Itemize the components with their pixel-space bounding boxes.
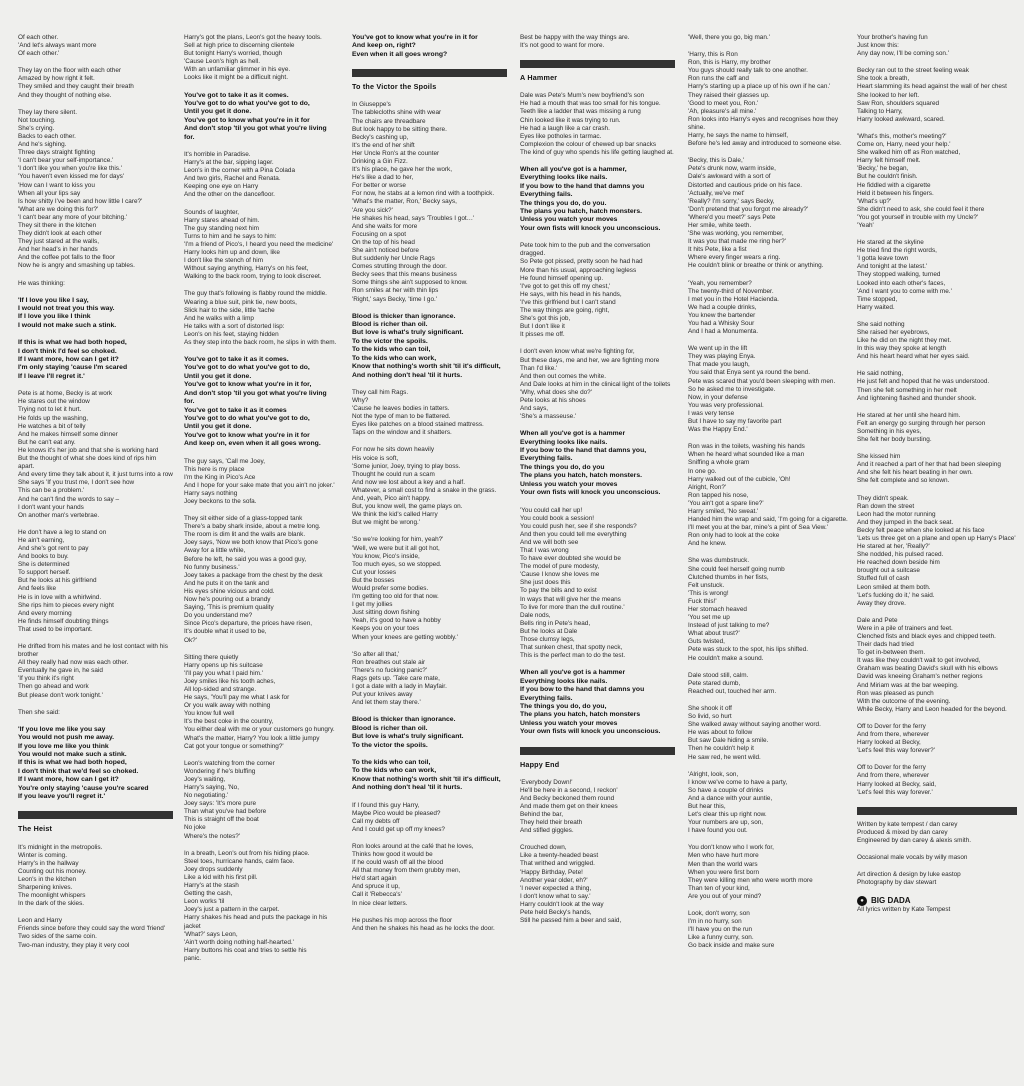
verse: If I found this guy Harry, Maybe Pico would be pleased? Call my debts off And I could get up off my knees? <box>352 801 445 833</box>
verse: They call him Rags. Why? 'Cause he leaves bodies in tatters. Not the type of man to be flattered. Eyes like patches on a blood stained mattress. Taps on the window and it shatters. <box>352 388 484 437</box>
chorus-verse: Blood is thicker than ignorance. Blood is richer than oil. But love is what's truly significant. To the victor the spoils. <box>352 716 464 749</box>
chorus-verse: You've got to know what you're in it for And keep on, right? Even when it all goes wrong? <box>352 34 478 58</box>
big-dada-logo-icon: ● <box>857 896 867 906</box>
lyrics-column-5 <box>688 34 848 959</box>
section-divider-bar <box>520 747 675 755</box>
verse: 'Harry, this is Ron Ron, this is Harry, my brother You guys should really talk to one another. Ron runs the caff and Harry's starting up a place up of his own if he can.' They raised their glasses up. 'Good to meet you, Ron.' 'Ah, pleasure's all mine.' Ron looks into Harry's eyes and recognises how they shine. Harry, he says the name to himself, Before he's led away and introduced to someone else. <box>688 51 842 148</box>
section-divider-bar <box>18 811 173 819</box>
verse: Off to Dover for the ferry And from there, wherever Harry looked at Becky, 'Let's feel this way forever?' <box>857 722 935 755</box>
verse: In a breath, Leon's out from his hiding place. Steel toes, hurricane hands, calm face. Joey drops suddenly Like a kid with his first pill. Harry's at the stash Getting the cash, Leon works 'til Joey's just a pattern in the carpet. Harry shakes his head and puts the package in his jacket 'What?' says Leon, 'Ain't worth doing nothing half-hearted.' Harry buttons his coat and tries to settle his panic. <box>184 849 328 962</box>
verse: Crouched down, Like a twenty-headed beast That writhed and wriggled. 'Happy Birthday, Pete! Another year older, eh?' 'I never expected a thing, I don't know what to say.' Harry couldn't look at the way Pete held Becky's hands, Still he passed him a beer and said, <box>520 844 622 925</box>
verse: It's horrible in Paradise. Harry's at the bar, sipping lager. Leon's in the corner with a Pina Colada And two girls, Rachel and Renata. Keeping one eye on Harry And the other on the dancefloor. <box>184 151 295 199</box>
lyrics-column-3 <box>352 34 507 942</box>
chorus-verse: 'If I love you like I say, I would not treat you this way. If I love you like I think I would not make such a stink. <box>18 296 117 329</box>
verse: It's midnight in the metropolis. Winter is coming. Harry's in the hallway Counting out his money. Leon's in the kitchen Sharpening knives. The moonlight whispers In the dark of the skies. <box>18 843 103 908</box>
verse: Sounds of laughter, Harry stares ahead of him. The guy standing next him Turns to him and he says to him: 'I'm a friend of Pico's, I heard you need the medicine' Harry looks him up and down, like I don't like the stench of him Without saying anything, Harry's on his feet, Walking to the back room, trying to look discreet. <box>184 208 334 281</box>
verse: He don't have a leg to stand on He ain't earning, And she's got rent to pay And books to buy. She is determined To support herself. But he looks at his girlfriend And feels like He is in love with a whirlwind. She rips him to pieces every night And every morning He finds himself doubting things That used to be important. <box>18 528 114 633</box>
verse: The guy that's following is flabby round the middle. Wearing a blue suit, pink tie, new boots, Slick hair to the side, little 'tache And he walks with a limp He talks with a sort of distorted lisp: Leon's on his feet, staying hidden As they step into the back room, he slips in with them. <box>184 290 337 346</box>
verse: We went up in the lift They was playing Enya. That made you laugh, You said that Enya sent ya round the bend. Pete was scared that you'd been sleeping with men. So he asked me to investigate. Now, in your defense You was very professional. I was very tense But I have to say my favorite part Was the Happy End.' <box>688 345 836 434</box>
verse: Dale and Pete Were in a pile of trainers and feet. Clenched fists and black eyes and chipped teeth. Their dads had tried To get in-between them. It was like they couldn't wait to get involved, Graham was beating David's skull with his elbows David was kneeing Graham's nether regions And Miriam was at the bar weeping. Ron was pleased as punch With the outcome of the evening. While Becky, Harry and Leon headed for the beyond. <box>857 616 1007 713</box>
lyrics-column-6 <box>857 34 1017 923</box>
verse: Sitting there quietly Harry opens up his suitcase 'I'll pay you what I paid him.' Joey smiles like his tooth aches, All lop-sided and strange. He says, 'You'll pay me what I ask for Or you walk away with nothing You know full well It's the best coke in the country, You either deal with me or your customers go hungry. What's the matter, Harry? You look a little jumpy Cat got your tongue or something?' <box>184 653 335 750</box>
verse: I don't even know what we're fighting for, But these days, me and her, we are fighting more Than I'd like.' And then out comes the white. And Dale looks at him in the clinical light of the toilets 'Why, what does she do?' Pete looks at his shoes And says, 'She's a masseuse.' <box>520 348 671 421</box>
song-title: To the Victor the Spoils <box>352 82 437 92</box>
verse: 'You could call her up! You could book a session! You could push her, see if she responds? And then you could tell me everything And we will both see That I was wrong To have ever doubted she would be The model of pure modesty, 'Cause I know she loves me She just does this To pay the bills and to exist In ways that will give her the means To live for more than the dull routine.' Dale nods, Bells ring in Pete's head, But he looks at Dale Those clumsy legs, That sunken chest, that spotty neck, This is the perfect man to do the test. <box>520 506 637 660</box>
verse: She was dumbstruck. She could feel herself going numb Clutched thumbs in her fists, Felt unstuck. 'This is wrong! Fuck this!' Her stomach heaved 'You set me up Instead of just talking to me? What about trust?' Guts twisted, Pete was stuck to the spot, his lips shifted. He couldn't make a sound. <box>688 557 809 662</box>
verse: 'Alright, look, son, I know we've come to have a party, So have a couple of drinks And a dance with your auntie, But hear this, Let's clear this up right now. Your numbers are up, son, I have found you out. <box>688 770 788 835</box>
chorus-verse: You've got to take it as it comes. You've got to do what you've got to do, Until you get it done. You've got to know what you're in it for And don't stop 'til you got what you're living for. <box>184 91 327 141</box>
verse: He drifted from his mates and he lost contact with his brother All they really had now was each other. Eventually he gave in, he said 'If you think it's right Then go ahead and work But please don't work tonight.' <box>18 643 168 699</box>
verse: She kissed him And it reached a part of her that had been sleeping And she felt his heart beating in her own. She felt complete and so known. <box>857 453 1001 485</box>
verse: He stared at her until she heard him. Felt an energy go surging through her person Something in his eyes, She felt her body bursting. <box>857 411 986 444</box>
song-title: The Heist <box>18 824 53 834</box>
song-title: Happy End <box>520 759 560 769</box>
verse: They lay on the floor with each other Amazed by how right it felt. They smiled and they caught their breath And they thought of nothing else. <box>18 67 134 99</box>
verse: Best be happy with the way things are. It's not good to want for more. <box>520 34 630 50</box>
chorus-verse: When all you've got is a hammer Everything looks like nails. If you bow to the hand that damns you, Everything fails. The things you do, do you The plans you hatch, hatch monsters. Unless you watch your moves Your own fists will knock you unconscious. <box>520 430 661 497</box>
verse: Pete took him to the pub and the conversation dragged. So Pete got pissed, pretty soon he had had More than his usual, approaching legless He found himself opening up. 'I've got to get this off my chest,' He says, with his head in his hands, 'I've this girlfriend but I can't stand The way things are going, right, She's got this job, But I don't like it It pisses me off. <box>520 242 651 339</box>
section-divider-bar <box>352 69 507 77</box>
chorus-verse: When all you've got is a hammer, Everything looks like nails. If you bow to the hand that damns you Everything fails. The things you do, do you. The plans you hatch, hatch monsters. Unless you watch your moves Your own fists will knock you unconscious. <box>520 166 661 232</box>
chorus-verse: Blood is thicker than ignorance. Blood is richer than oil. But love is what's truly significant. To the victor the spoils. To the kids who can toil, To the kids who can work, Know that nothing's worth shit 'til it's difficult, And nothing don't heal 'til it hurts. <box>352 312 501 379</box>
verse: Ron was in the toilets, washing his hands When he heard what sounded like a man Sniffing a whole gram In one go. Harry walked out of the cubicle, 'Oh! Alright, Ron?' Ron tapped his nose, 'You ain't got a spare line?' Harry smiled, 'No sweat.' Handed him the wrap and said, 'I'm going for a cigarette. I'll meet you at the bar, mine's a pint of Sea View.' Ron only had to look at the coke And he knew. <box>688 443 848 548</box>
verse: Ron looks around at the café that he loves, Thinks how good it would be If he could wash off all the blood All that money from them grubby men, He'd start again And spruce it up, Call it 'Rebecca's' In nice clear letters. <box>352 842 474 907</box>
verse: 'Yeah, you remember? The twenty-third of November. I met you in the Hotel Hacienda. We had a couple drinks, You knew the bartender You had a Whisky Sour And I had a Monumenta. <box>688 279 779 336</box>
lyrics-column-1 <box>18 34 173 959</box>
verse: They lay there silent. Not touching. She's crying. Backs to each other. And he's sighing. Three days straight fighting 'I can't bear your self-importance.' 'I don't like you when you're like this.' 'You haven't even kissed me for days' 'How can I want to kiss you When all your lips say Is how shitty I've been and how little I care?' 'What are we doing this for?' 'I can't bear any more of your bitching.' They sit there in the kitchen They didn't look at each other They just stared at the walls, And her head's in her hands And the coffee pot falls to the floor Now he is angry and smashing up tables. <box>18 108 143 270</box>
verse: 'What's this, mother's meeting?' Come on, Harry, need your help.' She walked him off as Ron watched, Harry felt himself melt. 'Becky,' he began, But he couldn't finish. He fiddled with a cigarette Held it between his fingers. 'What's up?' She didn't need to ask, she could feel it there 'You got yourself in trouble with my Uncle?' 'Yeah' <box>857 132 985 229</box>
verse: You don't know who I work for, Men who have hurt more Men than the world wars When you were first born They were killing men who were worth more Than ten of your kind, Are you out of your mind? <box>688 844 813 900</box>
verse: Harry's got the plans, Leon's got the heavy tools. Sell at high price to discerning clientele But tonight Harry's worried, though 'Cause Leon's high as hell. With an unfamiliar glimmer in his eye. Looks like it might be a difficult night. <box>184 34 322 82</box>
section-divider-bar <box>520 60 675 68</box>
chorus-verse: To the kids who can toil, To the kids who can work, Know that nothing's worth shit 'til it's difficult, And nothing don't heal 'til it hurts. <box>352 758 501 792</box>
lyrics-column-2 <box>184 34 339 972</box>
chorus-verse: You've got to take it as it comes. You've got to do what you've got to do, Until you get it done. You've got to know what you're in it for, And don't stop 'til you got what you're living for. You've got to take it as it comes You've got to do what you've got to do, Until you get it done. You've got to know what you're in it for And keep on, even when it all goes wrong. <box>184 356 327 448</box>
section-divider-bar <box>857 807 1017 815</box>
verse: Occasional male vocals by willy mason <box>857 853 968 861</box>
song-title: A Hammer <box>520 73 558 83</box>
label-logo <box>857 896 1017 906</box>
chorus-verse: When all you've got is a hammer Everything looks like nails. If you bow to the hand that damns you Everything fails. The things you do, do you, The plans you hatch, hatch monsters Unless you watch your moves Your own fists will knock you unconscious. <box>520 669 661 736</box>
verse: He stared at the skyline He tried find the right words, 'I gotta leave town And tonight at the latest.' They stopped walking, turned Looked into each other's faces, 'And I want you to come with me.' Time stopped, Harry waited. <box>857 239 952 311</box>
verse: For now he sits down heavily His voice is soft, 'Some junior, Joey, trying to play boss. Thought he could run a scam And now we lost about a key and a half. Whatever, a small cost to find a snake in the grass. And, yeah, Pico ain't happy. But, you know well, the game plays on. We think the kid's called Harry But we might be wrong.' <box>352 446 497 527</box>
verse: Look, don't worry, son I'm in no hurry, son I'll have you on the run Like a funny curry, son. Go back inside and make sure <box>688 910 775 950</box>
verse: Written by kate tempest / dan carey Produced & mixed by dan carey Engineered by dan carey & alexis smith. <box>857 820 972 844</box>
verse: He was thinking: <box>18 279 65 287</box>
verse: Becky ran out to the street feeling weak She took a breath, Heart slamming its head against the wall of her chest She looked to her left. Saw Ron, shoulders squared Talking to Harry, Harry looked awkward, scared. <box>857 67 1007 123</box>
verse: 'So after all that,' Ron breathes out stale air 'There's no fucking panic?' Rags gets up. 'Take care mate, I got a date with a lady in Mayfair. Put your knives away And let them stay there.' <box>352 650 447 707</box>
verse: Dale was Pete's Mum's new boyfriend's son He had a mouth that was too small for his tongue. Teeth like a ladder that was missing a rung Chin looked like it was trying to run. He had a laugh like a car crash. Eyes like potholes in tarmac. Complexion the colour of chewed up bar snacks The kind of guy who spends his life getting laughed at. <box>520 92 674 156</box>
verse: 'Everybody Down!' He'll be here in a second, I reckon' And Becky beckoned them round And made them get on their knees Behind the bar, They held their breath And stifled giggles. <box>520 778 618 835</box>
verse: 'Becky, this is Dale,' Pete's drunk now, warm inside, Dale's awkward with a sort of Distorted and cautious pride on his face. 'Actually, we've met' 'Really? I'm sorry,' says Becky, 'Don't pretend that you forgot me already?' 'Where'd you meet?' says Pete Her smile, white teeth. 'She was working, you remember, It was you that made me ring her?' It hits Pete, like a fist Where every finger wears a ring. He couldn't blink or breathe or think or anything. <box>688 157 824 270</box>
verse: Art direction & design by luke eastop Photography by dav stewart <box>857 871 961 887</box>
verse: He pushes his mop across the floor And then he shakes his head as he locks the door. <box>352 916 495 932</box>
verse: He said nothing, He just felt and hoped that he was understood. Then she felt something in her melt And lightening flashed and thunder shook. <box>857 370 990 402</box>
lyrics-column-4 <box>520 34 675 934</box>
verse: Dale stood still, calm. Pete stared dumb, Reached out, touched her arm. <box>688 671 777 695</box>
verse: All lyrics written by Kate Tempest <box>857 906 951 914</box>
chorus-verse: If this is what we had both hoped, I don't think I'd feel so choked. If I want more, how can I get it? I'm only staying 'cause I'm scared If I leave I'll regret it.' <box>18 339 128 380</box>
verse: Then she said: <box>18 708 60 716</box>
verse: Pete is at home, Becky is at work He stares out the window Trying not to let it hurt. He folds up the washing, He watches a bit of telly And he makes himself some dinner But he can't eat any. He knows it's her job and that she is working hard But the thought of what she does kind of rips him apart. And every time they talk about it, it just turns into a row She says 'If you trust me, I don't see how This can be a problem.' And he can't find the words to say – I don't want your hands On another man's vertebrae. <box>18 390 173 519</box>
verse: Off to Dover for the ferry And from there, wherever Harry looked at Becky, said, 'Let's feel this way forever.' <box>857 764 937 796</box>
verse: They didn't speak. Ran down the street Leon had the motor running And they jumped in the back seat. Becky felt peace when she looked at his face 'Lets us three get on a plane and open up Harry's Place' He stared at her, 'Really?' She nodded, his pulsed raced. He reached down beside him brought out a suitcase Stuffed full of cash Leon smiled at them both. 'Let's fucking do it,' he said. Away they drove. <box>857 494 1016 607</box>
verse: She shook it off So livid, so hurt She walked away without saying another word. He was about to follow But saw Dale hiding a smile. Then he couldn't help it He saw red, he went wild. <box>688 704 821 761</box>
verse: The guy says, 'Call me Joey, This here is my place I'm the King in Pico's Ace And I hope for your sake mate that you ain't no joker.' Harry says nothing Joey beckons to the sofa. <box>184 457 335 505</box>
verse: They sit either side of a glass-topped tank There's a baby shark inside, about a metre long. The room is dim lit and the walls are blank. Joey says, 'Now we both know that Pico's gone Away for a little while, Before he left, he said you was a good guy, No funny business.' Joey takes a package from the chest by the desk And he puts it on the tank and His eyes shine vicious and cold. Now he's pouring out a brandy Saying, 'This is premium quality Do you understand me? Since Pico's departure, the prices have risen, It's double what it used to be, Ok?' <box>184 515 323 644</box>
verse: Leon's watching from the corner Wondering if he's bluffing Joey's waiting, Harry's saying, 'No, No negotiating.' Joey says: 'It's more pure Than what you've had before This is straight off the boat No joke Where's the notes?' <box>184 759 275 840</box>
verse: Of each other. 'And let's always want more Of each other.' <box>18 34 97 58</box>
chorus-verse: 'If you love me like you say You would not push me away. If you love me like you think You would not make such a stink. If this is what we had both hoped, I don't think that we'd feel so choked. If I want more, how can I get it? You're only staying 'cause you're scared If you leave you'll regret it.' <box>18 725 149 800</box>
verse: Leon and Harry Friends since before they could say the word 'friend' Two sides of the same coin. Two-man industry, they play it very cool <box>18 917 166 949</box>
verse: 'So we're looking for him, yeah?' 'Well, we were but it all got hot, You know, Pico's inside, Too much eyes, so we stopped. Cut your losses But the bosses Would prefer some bodies. I'm getting too old for that now. I get my jollies Just sitting down fishing Yeah, it's good to have a hobby Keeps you on your toes When your knees are getting wobbly.' <box>352 536 458 641</box>
verse: In Giuseppe's The tablecloths shine with wear The chairs are threadbare But look happy to be sitting there. Becky's cashing up, It's the end of her shift Her Uncle Ron's at the counter Drinking a Gin Fizz. It's his place, he gave her the work, He's like a dad to her, For better or worse For now, he stabs at a lemon rind with a toothpick. 'What's the matter, Ron,' Becky says, 'Are you sick?' He shakes his head, says 'Troubles I got…' And she waits for more Focusing on a spot On the top of his head She ain't noticed before But suddenly her Uncle Rags Comes strutting through the door. Becky sees that this means business Some things she ain't supposed to know. Ron smiles at her with thin lips 'Right,' says Becky, 'time I go.' <box>352 101 495 303</box>
verse: 'Well, there you go, big man.' <box>688 34 770 41</box>
verse: She said nothing She raised her eyebrows, Like he did on the night they met. In this way they spoke at length And his heart heard what her eyes said. <box>857 320 970 361</box>
verse: Your brother's having fun Just know this: Any day now, I'll be coming son.' <box>857 34 949 58</box>
logo-text: BIG DADA <box>871 896 911 906</box>
